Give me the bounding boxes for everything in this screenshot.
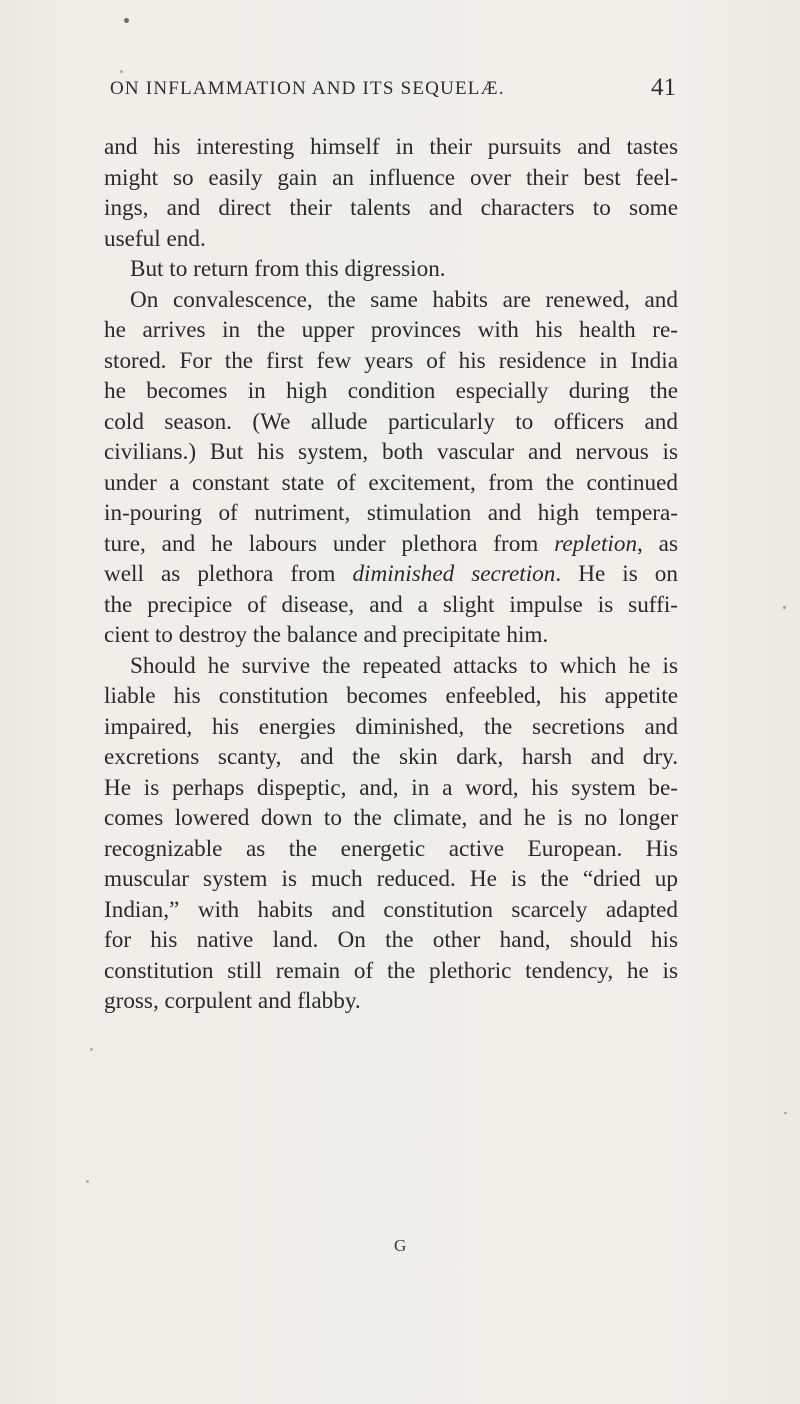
signature-mark: G xyxy=(394,1236,407,1255)
text-line: in-pouring of nutriment, stimulation and high tempera- xyxy=(104,500,678,526)
text-line: impaired, his energies diminished, the secretions and xyxy=(104,713,678,740)
text-line: under a constant state of excitement, from the continued xyxy=(104,469,678,496)
text-line: well as plethora from diminished secretion. He is on xyxy=(104,561,678,587)
text-line: and his interesting himself in their pursuits and tastes xyxy=(104,134,678,160)
paper-speck xyxy=(783,606,786,609)
text-line: Should he survive the repeated attacks to which he is xyxy=(130,652,678,679)
paper-speck xyxy=(86,1180,89,1183)
paper-speck xyxy=(784,1112,787,1114)
paper-speck xyxy=(90,1048,93,1051)
text-line: recognizable as the energetic active European. His xyxy=(104,835,678,862)
text-line: might so easily gain an influence over their best feel- xyxy=(104,164,678,191)
text-line: constitution still remain of the plethoric tendency, he is xyxy=(104,957,678,984)
text-line: ture, and he labours under plethora from repletion, as xyxy=(104,530,678,557)
text-line: He is perhaps dispeptic, and, in a word, his system be- xyxy=(104,774,678,801)
text-line: ings, and direct their talents and characters to some xyxy=(104,195,678,221)
text-line: cient to destroy the balance and precipitate him. xyxy=(104,622,549,648)
text-line: muscular system is much reduced. He is the “dried up xyxy=(104,866,678,892)
page-number: 41 xyxy=(651,74,676,101)
emphasis-diminished-secretion: diminished secretion xyxy=(352,561,556,587)
text-line: stored. For the first few years of his residence in India xyxy=(104,347,678,374)
paper-speck xyxy=(120,70,123,73)
text-line: Indian,” with habits and constitution scarcely adapted xyxy=(104,896,678,923)
text-line: he arrives in the upper provinces with his health re- xyxy=(104,317,678,343)
running-head xyxy=(110,74,676,106)
text-line: On convalescence, the same habits are renewed, and xyxy=(130,286,678,313)
text-line: excretions scanty, and the skin dark, harsh and dry. xyxy=(104,744,678,770)
text-line: for his native land. On the other hand, should his xyxy=(104,927,678,953)
text-line: gross, corpulent and flabby. xyxy=(104,988,361,1014)
text-line: civilians.) But his system, both vascular and nervous is xyxy=(104,439,678,465)
running-title: ON INFLAMMATION AND ITS SEQUELÆ. xyxy=(110,78,505,99)
emphasis-repletion: repletion xyxy=(554,530,638,557)
text-line: But to return from this digression. xyxy=(130,256,446,282)
text-line: cold season. (We allude particularly to officers and xyxy=(104,408,678,435)
text-line: useful end. xyxy=(104,225,206,252)
text-line: he becomes in high condition especially during the xyxy=(104,378,678,404)
text-line: liable his constitution becomes enfeebled, his appetite xyxy=(104,683,678,709)
text-line: comes lowered down to the climate, and he is no longer xyxy=(104,805,678,831)
text-line: the precipice of disease, and a slight impulse is suffi- xyxy=(104,591,678,618)
paper-speck xyxy=(124,18,129,23)
body-text xyxy=(104,132,678,1017)
